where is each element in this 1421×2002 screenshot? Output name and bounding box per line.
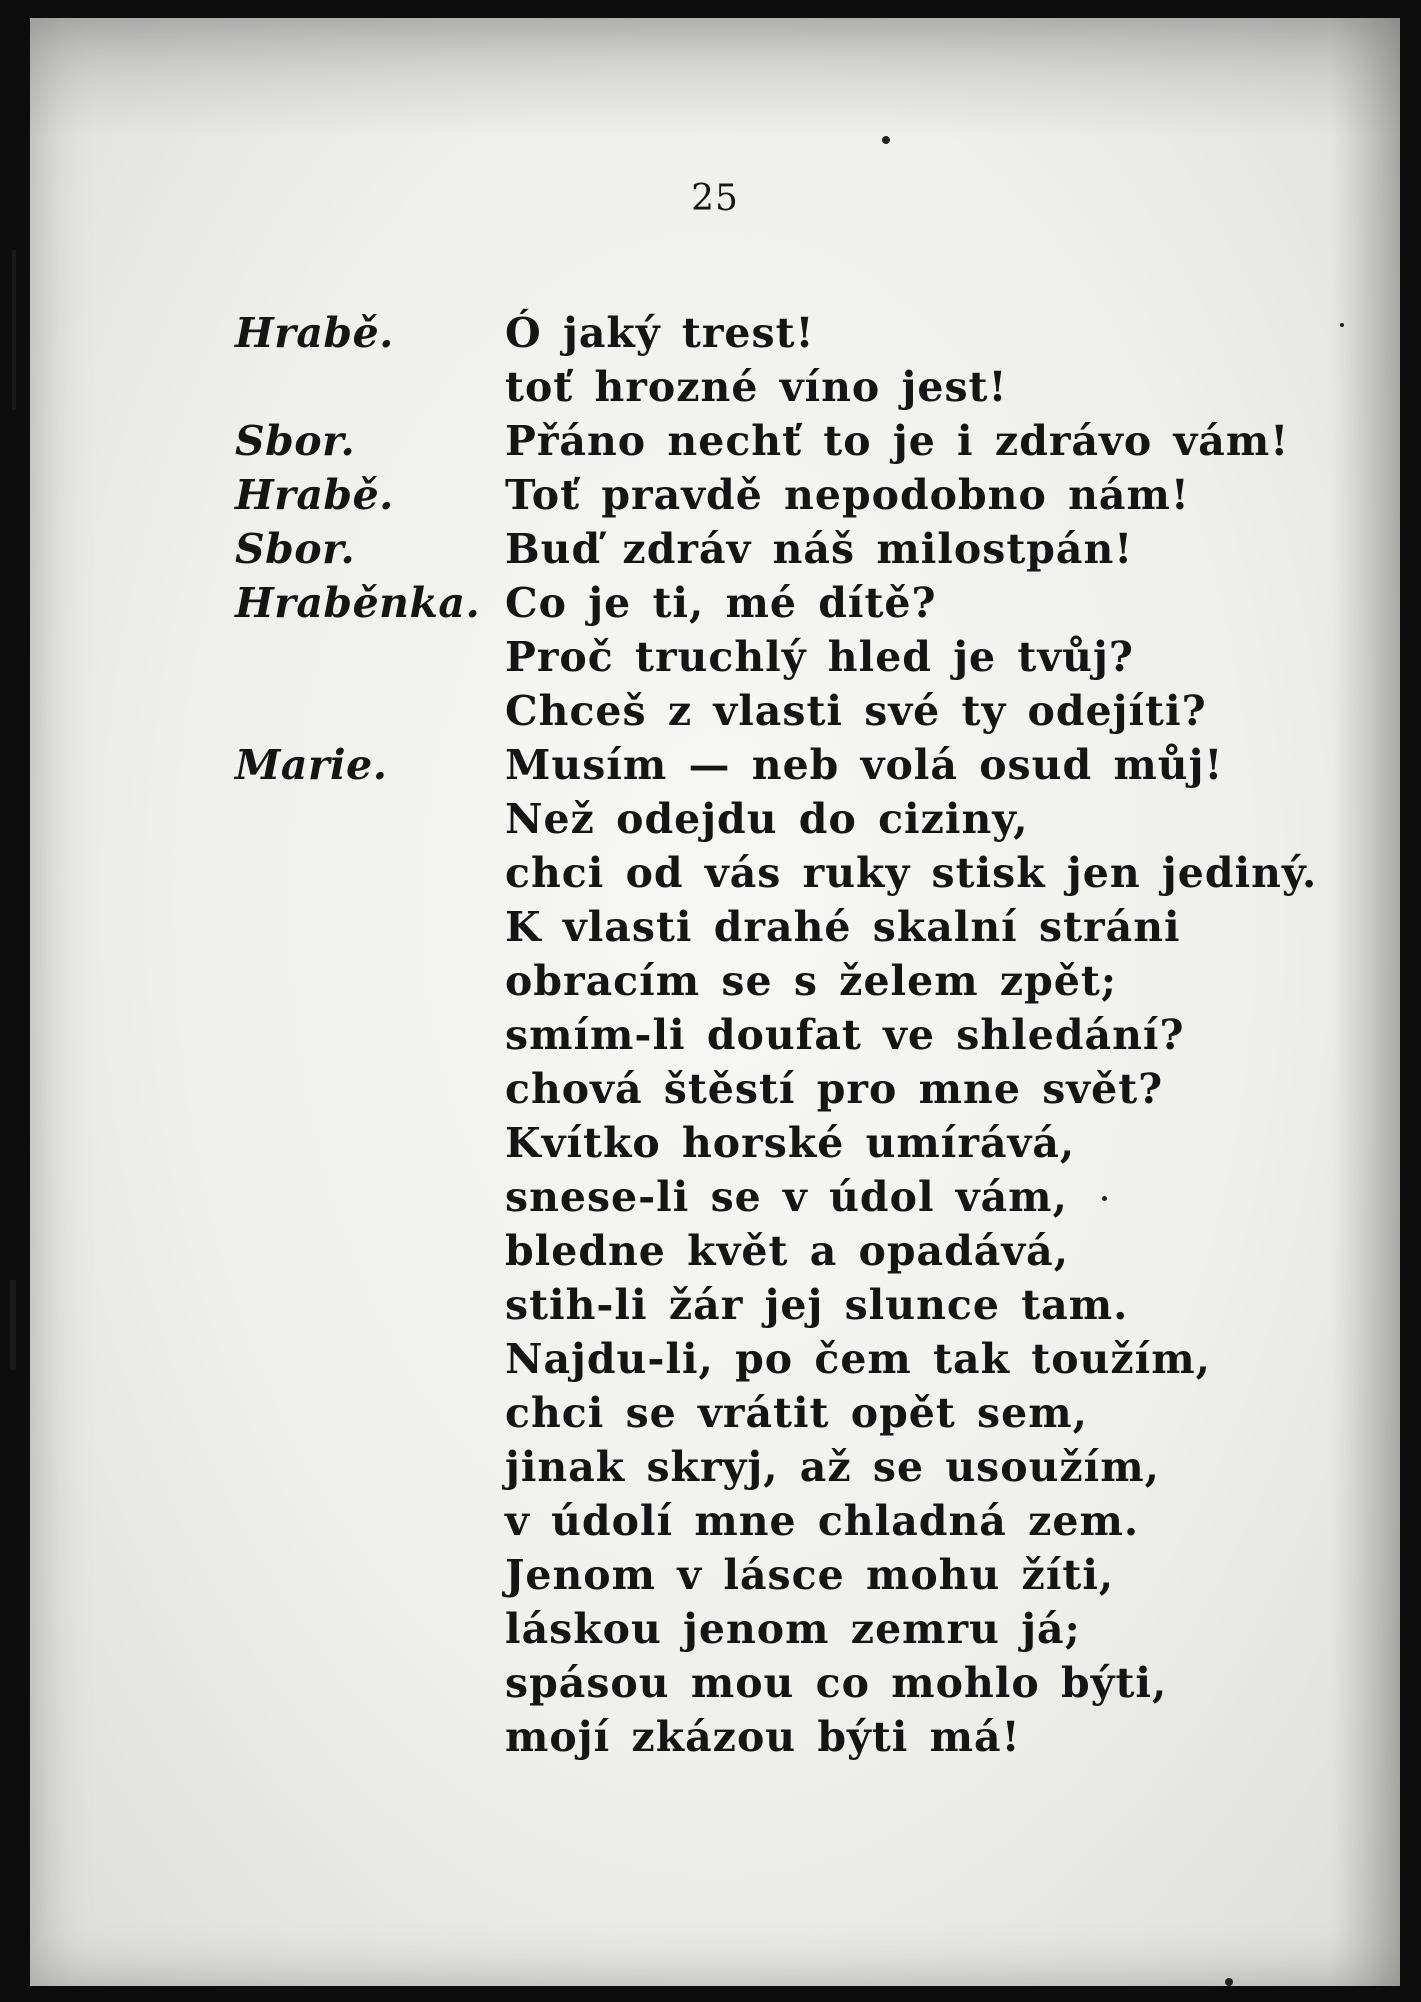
- verse-line: [235, 1440, 1235, 1494]
- verse-text: chci od vás ruky stisk jen jediný.: [505, 849, 1318, 897]
- verse-line: [235, 1008, 1235, 1062]
- book-page: [30, 18, 1400, 1986]
- verse-text: obracím se s želem zpět;: [505, 957, 1117, 1005]
- page-top-shading: [30, 18, 1400, 138]
- verse-line: [235, 1602, 1235, 1656]
- verse-text: snese-li se v údol vám,: [505, 1173, 1068, 1221]
- verse-line: [235, 846, 1318, 900]
- verse-text: chová štěstí pro mne svět?: [505, 1065, 1164, 1113]
- verse-line: [235, 1062, 1235, 1116]
- verse-text: Co je ti, mé dítě?: [505, 579, 937, 627]
- verse-text: jinak skryj, až se usoužím,: [505, 1443, 1160, 1491]
- ink-speck: [1340, 323, 1344, 327]
- verse-line: [235, 1386, 1235, 1440]
- verse-text: Jenom v lásce mohu žíti,: [505, 1551, 1115, 1599]
- verse-line: [235, 360, 1235, 414]
- verse-text: Přáno nechť to je i zdrávo vám!: [505, 417, 1290, 465]
- verse-line: [235, 1116, 1235, 1170]
- verse-text: Než odejdu do ciziny,: [505, 795, 1029, 843]
- verse-line: [235, 1332, 1235, 1386]
- verse-text: Najdu-li, po čem tak toužím,: [505, 1335, 1211, 1383]
- verse-text: Musím — neb volá osud můj!: [505, 741, 1224, 789]
- verse-line: [235, 522, 1235, 576]
- speaker-name: Hraběnka.: [235, 579, 481, 627]
- play-text: [235, 306, 1318, 1764]
- ink-speck: [1225, 1978, 1233, 1986]
- verse-line: [235, 1548, 1235, 1602]
- verse-text: Chceš z vlasti své ty odejíti?: [505, 687, 1207, 735]
- verse-line: [235, 630, 1235, 684]
- verse-text: Ó jaký trest!: [505, 309, 815, 357]
- verse-text: stih-li žár jej slunce tam.: [505, 1281, 1129, 1329]
- verse-text: v údolí mne chladná zem.: [505, 1497, 1140, 1545]
- verse-line: [235, 792, 1235, 846]
- verse-line: [235, 900, 1235, 954]
- verse-text: mojí zkázou býti má!: [505, 1713, 1021, 1761]
- verse-line: [235, 1656, 1235, 1710]
- verse-text: bledne květ a opadává,: [505, 1227, 1070, 1275]
- page-number: 25: [691, 178, 739, 219]
- verse-line: [235, 684, 1235, 738]
- left-edge-mark: [10, 1280, 16, 1370]
- verse-line: [235, 1710, 1235, 1764]
- verse-line: [235, 576, 1235, 630]
- verse-text: láskou jenom zemru já;: [505, 1605, 1081, 1653]
- verse-text: Buď zdráv náš milostpán!: [505, 525, 1134, 573]
- verse-line: [235, 414, 1290, 468]
- speaker-name: Sbor.: [235, 417, 356, 465]
- page-edge-shading: [1330, 18, 1400, 1986]
- verse-line: [235, 738, 1235, 792]
- verse-line: [235, 1494, 1235, 1548]
- ink-speck: [882, 136, 890, 144]
- verse-line: [235, 1278, 1235, 1332]
- verse-text: Kvítko horské umírává,: [505, 1119, 1076, 1167]
- verse-text: spásou mou co mohlo býti,: [505, 1659, 1168, 1707]
- verse-text: chci se vrátit opět sem,: [505, 1389, 1088, 1437]
- verse-text: Proč truchlý hled je tvůj?: [505, 633, 1134, 681]
- verse-line: [235, 1224, 1235, 1278]
- verse-line: [235, 468, 1235, 522]
- speaker-name: Marie.: [235, 741, 388, 789]
- verse-text: smím-li doufat ve shledání?: [505, 1011, 1185, 1059]
- verse-text: K vlasti drahé skalní stráni: [505, 903, 1181, 951]
- verse-line: [235, 954, 1235, 1008]
- verse-text: toť hrozné víno jest!: [505, 363, 1008, 411]
- verse-line: [235, 306, 1235, 360]
- speaker-name: Hrabě.: [235, 309, 394, 357]
- left-edge-mark: [12, 250, 16, 410]
- speaker-name: Sbor.: [235, 525, 356, 573]
- verse-line: [235, 1170, 1235, 1224]
- speaker-name: Hrabě.: [235, 471, 394, 519]
- ink-speck: [1102, 1196, 1107, 1201]
- verse-text: Toť pravdě nepodobno nám!: [505, 471, 1190, 519]
